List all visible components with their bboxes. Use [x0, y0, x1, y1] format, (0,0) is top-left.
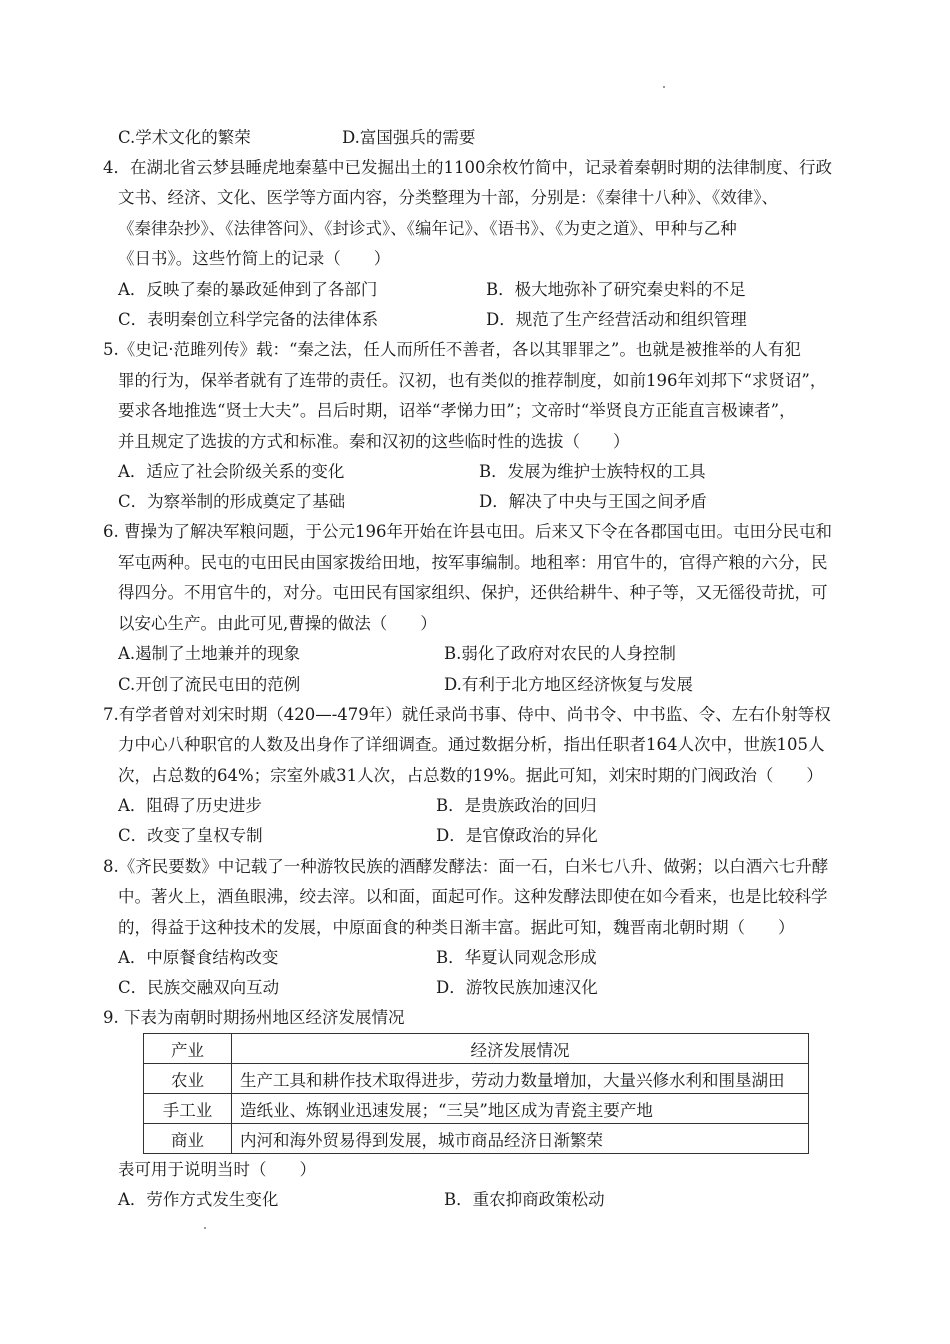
q5-option-b: B．发展为维护士族特权的工具 [479, 462, 706, 481]
table-cell-industry: 商业 [144, 1124, 232, 1154]
q8-option-c: C．民族交融双向互动 [118, 978, 280, 997]
q6-stem-line-3: 得四分。不用官牛的，对分。屯田民有国家组织、保护，还供给耕牛、种子等，又无徭役苛扰，可 [118, 583, 828, 602]
q7-option-a: A．阻碍了历史进步 [118, 796, 262, 815]
table-row [144, 1124, 809, 1154]
q8-stem-line-3: 的，得益于这种技术的发展，中原面食的种类日渐丰富。据此可知，魏晋南北朝时期（ ） [118, 918, 795, 937]
q7-option-c: C．改变了皇权专制 [118, 826, 263, 845]
q9-option-a: A．劳作方式发生变化 [118, 1190, 279, 1209]
q7-stem-line-3: 次，占总数的64%；宗室外戚31人次，占总数的19%。据此可知，刘宋时期的门阀政治（ ） [118, 766, 823, 785]
q7-option-b: B．是贵族政治的回归 [436, 796, 597, 815]
page-mark-top [663, 86, 665, 88]
q6-option-b: B.弱化了政府对农民的人身控制 [444, 644, 676, 663]
q5-stem-line-4: 并且规定了选拔的方式和标准。秦和汉初的这些临时性的选拔（ ） [118, 432, 630, 451]
q6-option-a: A.遏制了土地兼并的现象 [118, 644, 301, 663]
table-header-cell: 经济发展情况 [232, 1034, 809, 1064]
q6-stem-line-1: 6. 曹操为了解决军粮问题，于公元196年开始在许县屯田。后来又下令在各郡国屯田。屯田分民屯和 [103, 522, 832, 541]
q7-option-d: D．是官僚政治的异化 [436, 826, 598, 845]
table-row [144, 1064, 809, 1094]
q4-stem-line-4: 《日书》。这些竹简上的记录（ ） [118, 249, 391, 268]
q8-option-a: A．中原餐食结构改变 [118, 948, 279, 967]
q9-intro: 9. 下表为南朝时期扬州地区经济发展情况 [103, 1008, 405, 1027]
table-row [144, 1094, 809, 1124]
q6-option-c: C.开创了流民屯田的范例 [118, 675, 301, 694]
table-cell-industry: 手工业 [144, 1094, 232, 1124]
q5-stem-line-2: 罪的行为，保举者就有了连带的责任。汉初，也有类似的推荐制度，如前196年刘邦下“求贤诏”， [118, 371, 827, 390]
q5-option-c: C．为察举制的形成奠定了基础 [118, 492, 346, 511]
q4-option-c: C．表明秦创立科学完备的法律体系 [118, 310, 379, 329]
q8-option-d: D．游牧民族加速汉化 [436, 978, 598, 997]
q6-stem-line-2: 军屯两种。民屯的屯田民由国家拨给田地，按军事编制。地租率：用官牛的，官得产粮的六分，民 [118, 553, 828, 572]
q4-option-b: B．极大地弥补了研究秦史料的不足 [486, 280, 746, 299]
table-cell-description: 造纸业、炼钢业迅速发展；“三吴”地区成为青瓷主要产地 [232, 1094, 809, 1124]
q4-stem-line-3: 《秦律杂抄》、《法律答问》、《封诊式》、《编年记》、《语书》、《为吏之道》、甲种与乙种 [118, 219, 737, 238]
table-cell-industry: 农业 [144, 1064, 232, 1094]
q8-option-b: B．华夏认同观念形成 [436, 948, 597, 967]
q5-option-a: A．适应了社会阶级关系的变化 [118, 462, 345, 481]
q9-option-b: B．重农抑商政策松动 [444, 1190, 605, 1209]
page-mark-bottom [204, 1227, 206, 1229]
q8-stem-line-2: 中。著火上，酒鱼眼沸，绞去滓。以和面，面起可作。这种发酵法即使在如今看来，也是比较科学 [118, 887, 828, 906]
table-header-row [144, 1034, 809, 1064]
q5-stem-line-3: 要求各地推选“贤士大夫”。吕后时期，诏举“孝悌力田”；文帝时“举贤良方正能直言极谏者”， [118, 401, 796, 420]
q4-stem-line-1: 4．在湖北省云梦县睡虎地秦墓中已发掘出土的1100余枚竹简中，记录着秦朝时期的法律制度、行政 [103, 158, 832, 177]
q5-option-d: D．解决了中央与王国之间矛盾 [479, 492, 707, 511]
q5-stem-line-1: 5.《史记·范雎列传》载：“秦之法，任人而所任不善者，各以其罪罪之”。也就是被推举的人有犯 [103, 340, 801, 359]
table-cell-description: 生产工具和耕作技术取得进步，劳动力数量增加，大量兴修水利和围垦湖田 [232, 1064, 809, 1094]
q3-option-d: D.富国强兵的需要 [342, 128, 476, 147]
q9-economy-table [143, 1033, 809, 1154]
q3-option-c: C.学术文化的繁荣 [118, 128, 251, 147]
q6-option-d: D.有利于北方地区经济恢复与发展 [444, 675, 693, 694]
table-header-cell: 产业 [144, 1034, 232, 1064]
q7-stem-line-2: 力中心八种职官的人数及出身作了详细调查。通过数据分析，指出任职者164人次中，世族105人 [118, 735, 825, 754]
q4-stem-line-2: 文书、经济、文化、医学等方面内容，分类整理为十部，分别是：《秦律十八种》、《效律》、 [118, 188, 778, 207]
q8-stem-line-1: 8.《齐民要数》中记载了一种游牧民族的酒酵发酵法：面一石，白米七八升、做粥；以白酒六七升酵 [103, 857, 829, 876]
q4-option-a: A．反映了秦的暴政延伸到了各部门 [118, 280, 378, 299]
table-cell-description: 内河和海外贸易得到发展，城市商品经济日渐繁荣 [232, 1124, 809, 1154]
q7-stem-line-1: 7.有学者曾对刘宋时期（420—-479年）就任录尚书事、侍中、尚书令、中书监、令、左右仆射等权 [103, 705, 831, 724]
q9-stem: 表可用于说明当时（ ） [118, 1160, 316, 1179]
q4-option-d: D．规范了生产经营活动和组织管理 [486, 310, 747, 329]
q6-stem-line-4: 以安心生产。由此可见,曹操的做法（ ） [118, 614, 437, 633]
